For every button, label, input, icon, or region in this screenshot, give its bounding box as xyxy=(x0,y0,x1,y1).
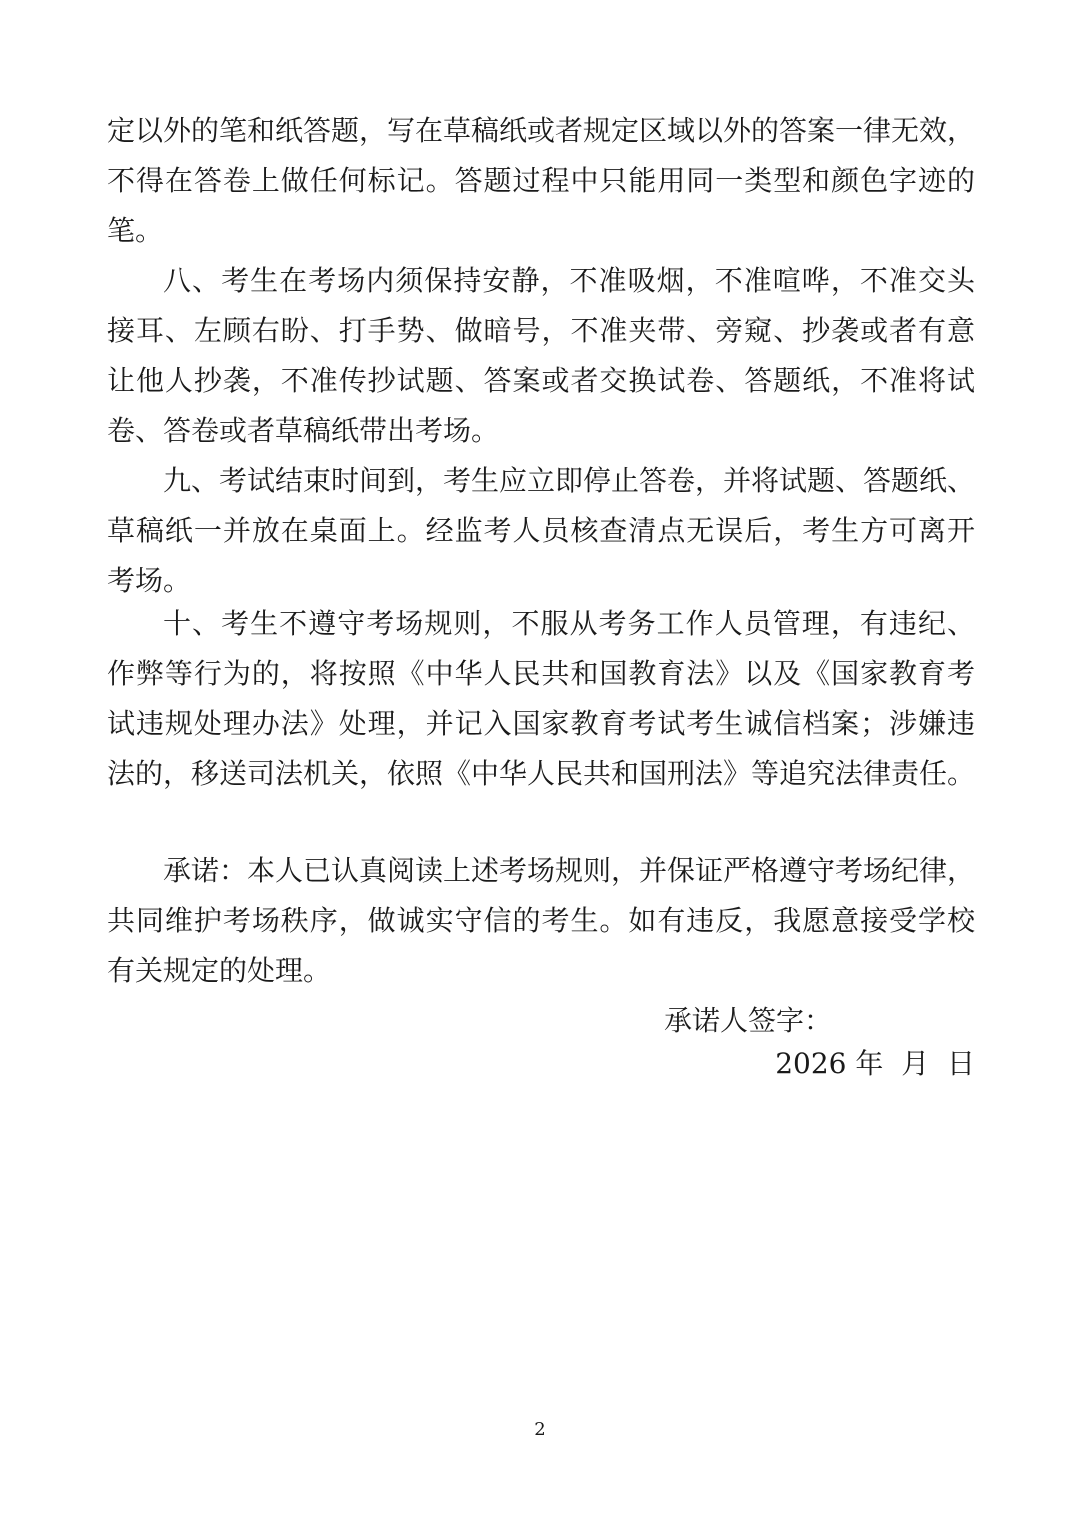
text-line: 试违规处理办法》处理，并记入国家教育考试考生诚信档案；涉嫌违 xyxy=(107,707,975,740)
text-line: 有关规定的处理。 xyxy=(107,954,332,987)
text-line: 卷、答卷或者草稿纸带出考场。 xyxy=(107,414,500,447)
text-line: 八、考生在考场内须保持安静，不准吸烟，不准喧哗，不准交头 xyxy=(163,264,975,297)
text-line: 定以外的笔和纸答题，写在草稿纸或者规定区域以外的答案一律无效， xyxy=(107,114,976,147)
text-line: 不得在答卷上做任何标记。答题过程中只能用同一类型和颜色字迹的 xyxy=(107,164,975,197)
text-line: 作弊等行为的，将按照《中华人民共和国教育法》以及《国家教育考 xyxy=(107,657,975,690)
text-line: 接耳、左顾右盼、打手势、做暗号，不准夹带、旁窥、抄袭或者有意 xyxy=(107,314,975,347)
text-line: 考场。 xyxy=(107,564,192,597)
signature-label: 承诺人签字： xyxy=(664,1004,833,1037)
text-line: 承诺：本人已认真阅读上述考场规则，并保证严格遵守考场纪律， xyxy=(163,854,976,887)
signature-date: 2026 年 月 日 xyxy=(775,1047,975,1080)
text-line: 让他人抄袭，不准传抄试题、答案或者交换试卷、答题纸，不准将试 xyxy=(107,364,975,397)
page-number: 2 xyxy=(534,1419,546,1440)
text-line: 草稿纸一并放在桌面上。经监考人员核查清点无误后，考生方可离开 xyxy=(107,514,975,547)
text-line: 十、考生不遵守考场规则，不服从考务工作人员管理，有违纪、 xyxy=(163,607,975,640)
text-line: 笔。 xyxy=(107,214,164,247)
text-line: 法的，移送司法机关，依照《中华人民共和国刑法》等追究法律责任。 xyxy=(107,757,976,790)
text-line: 九、考试结束时间到，考生应立即停止答卷，并将试题、答题纸、 xyxy=(163,464,976,497)
text-line: 共同维护考场秩序，做诚实守信的考生。如有违反，我愿意接受学校 xyxy=(107,904,975,937)
